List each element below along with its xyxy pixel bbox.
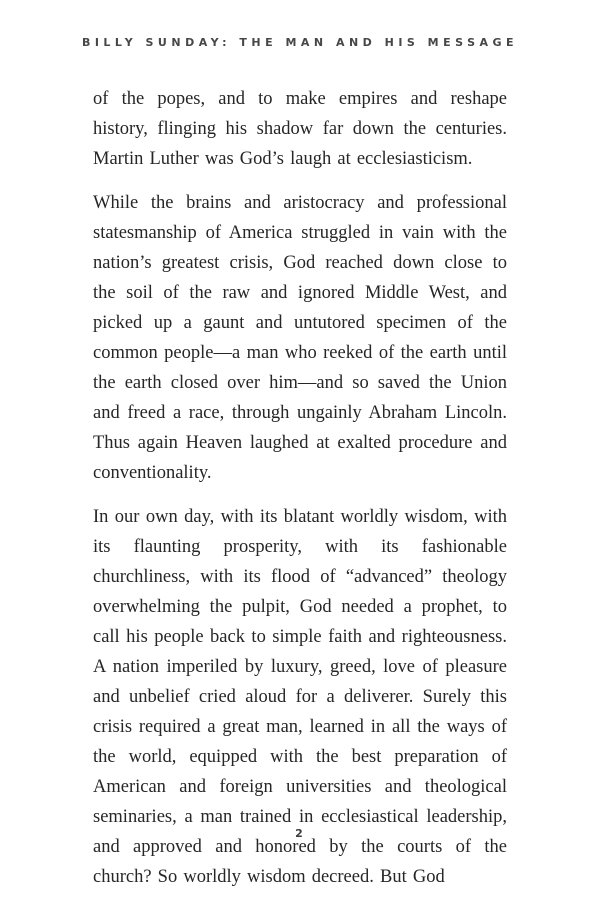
running-header: BILLY SUNDAY: THE MAN AND HIS MESSAGE (81, 36, 519, 49)
page-number: 2 (295, 827, 305, 840)
body-paragraph: of the popes, and to make empires and reshape history, flinging his shadow far down the centuries. Martin Luther was God’s laugh at ecclesiasticism. (93, 89, 507, 169)
page-body-text (93, 84, 507, 892)
body-paragraph: While the brains and aristocracy and professional statesmanship of America struggled in vain with the nation’s greatest crisis, God reached down close to the soil of the raw and ignored Middle West, and picked up a gaunt and untutored specimen of the common people—a man who reeked of the earth until the earth closed over him—and so saved the Union and freed a race, through ungainly Abraham Lincoln. Thus again Heaven laughed at exalted procedure and conventionality. (93, 193, 507, 483)
body-paragraph: In our own day, with its blatant worldly wisdom, with its flaunting prosperity, with its fashionable churchliness, with its flood of “advanced” theology overwhelming the pulpit, God needed a prophet, to call his people back to simple faith and righteousness. A nation imperiled by luxury, greed, love of pleasure and unbelief cried aloud for a deliverer. Surely this crisis required a great man, learned in all the ways of the world, equipped with the best preparation of American and foreign universities and theological seminaries, a man trained in ecclesiastical leadership, and approved and honored by the courts of the church? So worldly wisdom decreed. But God (93, 507, 507, 887)
